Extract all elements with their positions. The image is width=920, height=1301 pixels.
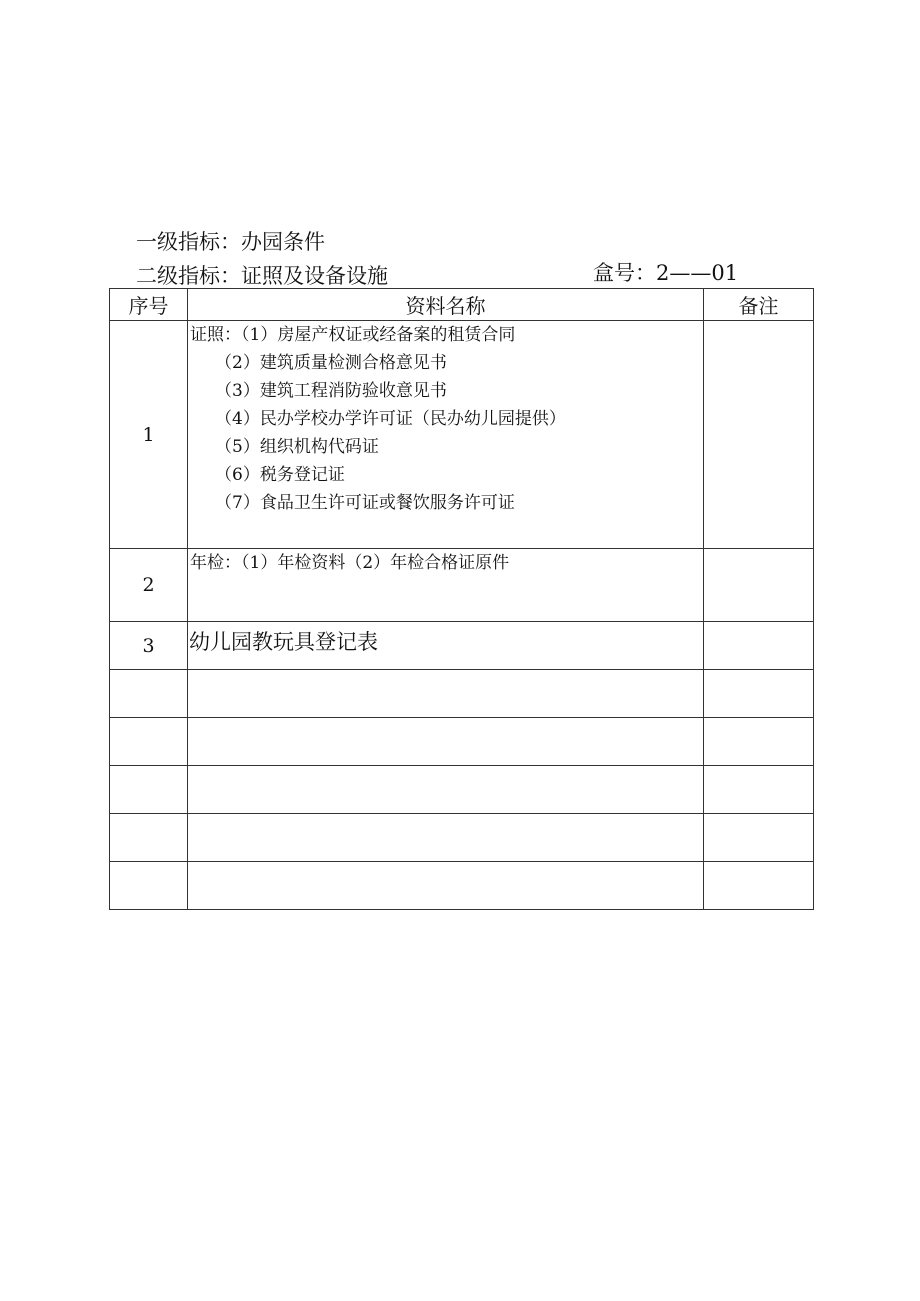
table-row xyxy=(110,622,814,670)
material-line: （5）组织机构代码证 xyxy=(215,437,379,457)
row-number: 1 xyxy=(110,321,188,549)
box-number: 盒号：2——01 xyxy=(593,261,739,285)
row-note xyxy=(704,549,814,622)
material-line: 证照：（1）房屋产权证或经备案的租赁合同 xyxy=(190,325,516,345)
col-header-number: 序号 xyxy=(110,289,188,321)
material-line: （6）税务登记证 xyxy=(215,465,345,485)
table-row-empty xyxy=(110,670,814,718)
row-materials: 幼儿园教玩具登记表 xyxy=(188,622,704,670)
table-header-row xyxy=(110,289,814,321)
table-row-empty xyxy=(110,862,814,910)
material-line: （7）食品卫生许可证或餐饮服务许可证 xyxy=(215,493,515,513)
materials-table xyxy=(109,288,814,910)
row-materials xyxy=(188,549,704,622)
material-line: （3）建筑工程消防验收意见书 xyxy=(215,381,447,401)
row-number: 3 xyxy=(110,622,188,670)
col-header-note: 备注 xyxy=(704,289,814,321)
table-row-empty xyxy=(110,814,814,862)
material-line: （2）建筑质量检测合格意见书 xyxy=(215,353,447,373)
row-materials xyxy=(188,321,704,549)
table-row xyxy=(110,321,814,549)
level1-indicator: 一级指标：办园条件 xyxy=(136,230,325,254)
row-number: 2 xyxy=(110,549,188,622)
table-row xyxy=(110,549,814,622)
material-line: 年检：（1）年检资料（2）年检合格证原件 xyxy=(190,553,510,573)
col-header-name: 资料名称 xyxy=(188,289,704,321)
table-row-empty xyxy=(110,766,814,814)
table-row-empty xyxy=(110,718,814,766)
row-note xyxy=(704,622,814,670)
level2-indicator: 二级指标：证照及设备设施 xyxy=(136,264,388,288)
row-note xyxy=(704,321,814,549)
material-line: （4）民办学校办学许可证（民办幼儿园提供） xyxy=(215,409,566,429)
